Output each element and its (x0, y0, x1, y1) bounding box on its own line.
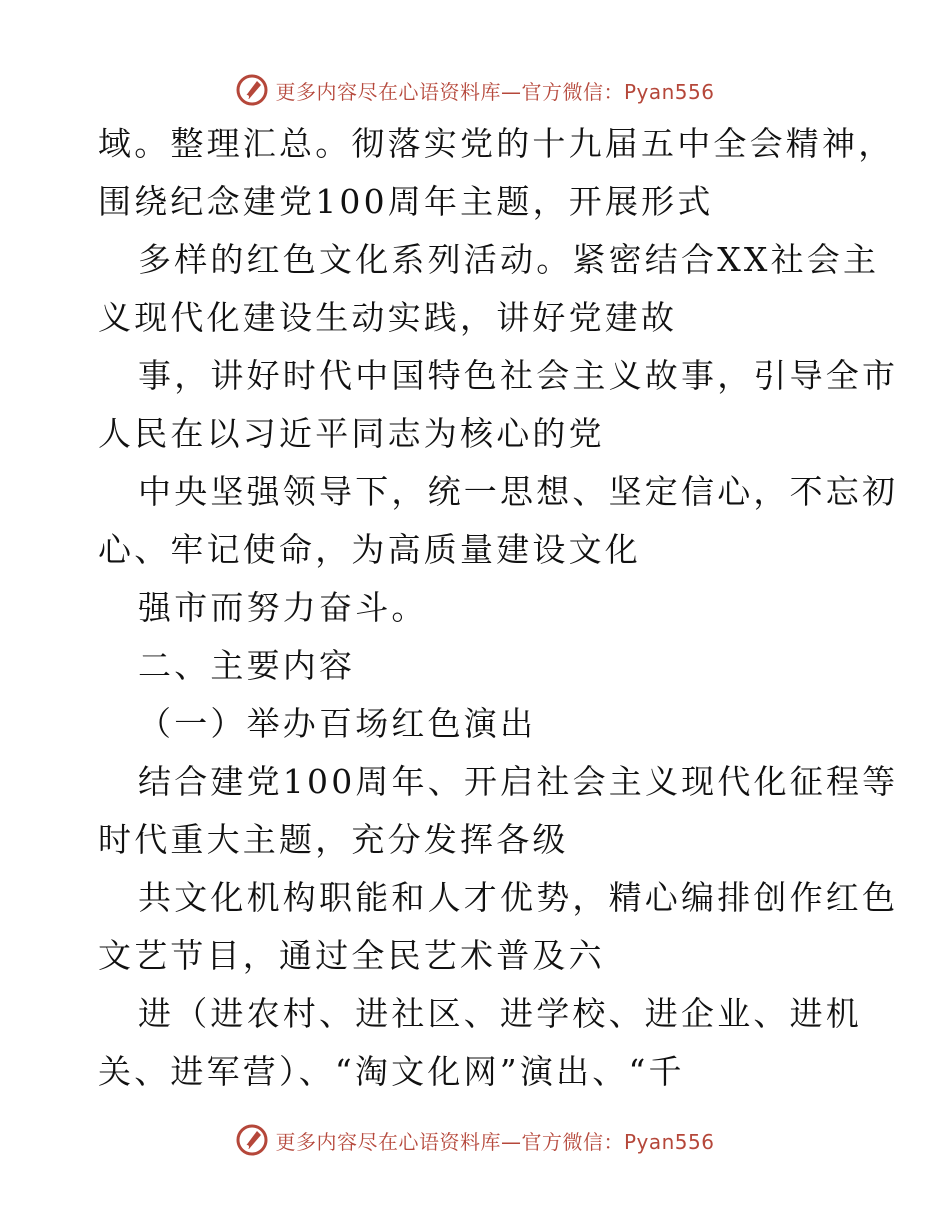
header-banner (0, 70, 950, 110)
header-banner-text: 更多内容尽在心语资料库—官方微信：Pyan556 (275, 79, 715, 104)
text-line: 多样的红色文化系列活动。紧密结合XX社会主 (138, 240, 880, 279)
footer-banner (0, 1120, 950, 1160)
subsection-heading: （一）举办百场红色演出 (138, 704, 537, 743)
text-line: 文艺节目，通过全民艺术普及六 (98, 936, 605, 975)
text-line: 心、牢记使命，为高质量建设文化 (98, 530, 641, 569)
section-heading: 二、主要内容 (138, 646, 356, 685)
pen-logo-icon (235, 73, 269, 107)
text-line: 义现代化建设生动实践，讲好党建故 (98, 298, 678, 337)
text-line: 关、进军营）、“淘文化网”演出、“千 (98, 1052, 685, 1091)
text-line: 中央坚强领导下，统一思想、坚定信心，不忘初 (138, 472, 899, 511)
text-line: 共文化机构职能和人才优势，精心编排创作红色 (138, 878, 899, 917)
text-line: 结合建党100周年、开启社会主义现代化征程等 (138, 762, 899, 801)
text-line: 人民在以习近平同志为核心的党 (98, 414, 605, 453)
text-line: 时代重大主题，充分发挥各级 (98, 820, 569, 859)
text-line: 进（进农村、进社区、进学校、进企业、进机 (138, 994, 862, 1033)
text-line: 域。整理汇总。彻落实党的十九届五中全会精神， (98, 124, 895, 163)
text-line: 围绕纪念建党100周年主题，开展形式 (98, 182, 714, 221)
text-line: 事，讲好时代中国特色社会主义故事，引导全市 (138, 356, 899, 395)
pen-logo-icon (235, 1123, 269, 1157)
text-line: 强市而努力奋斗。 (138, 588, 428, 627)
footer-banner-text: 更多内容尽在心语资料库—官方微信：Pyan556 (275, 1129, 715, 1154)
